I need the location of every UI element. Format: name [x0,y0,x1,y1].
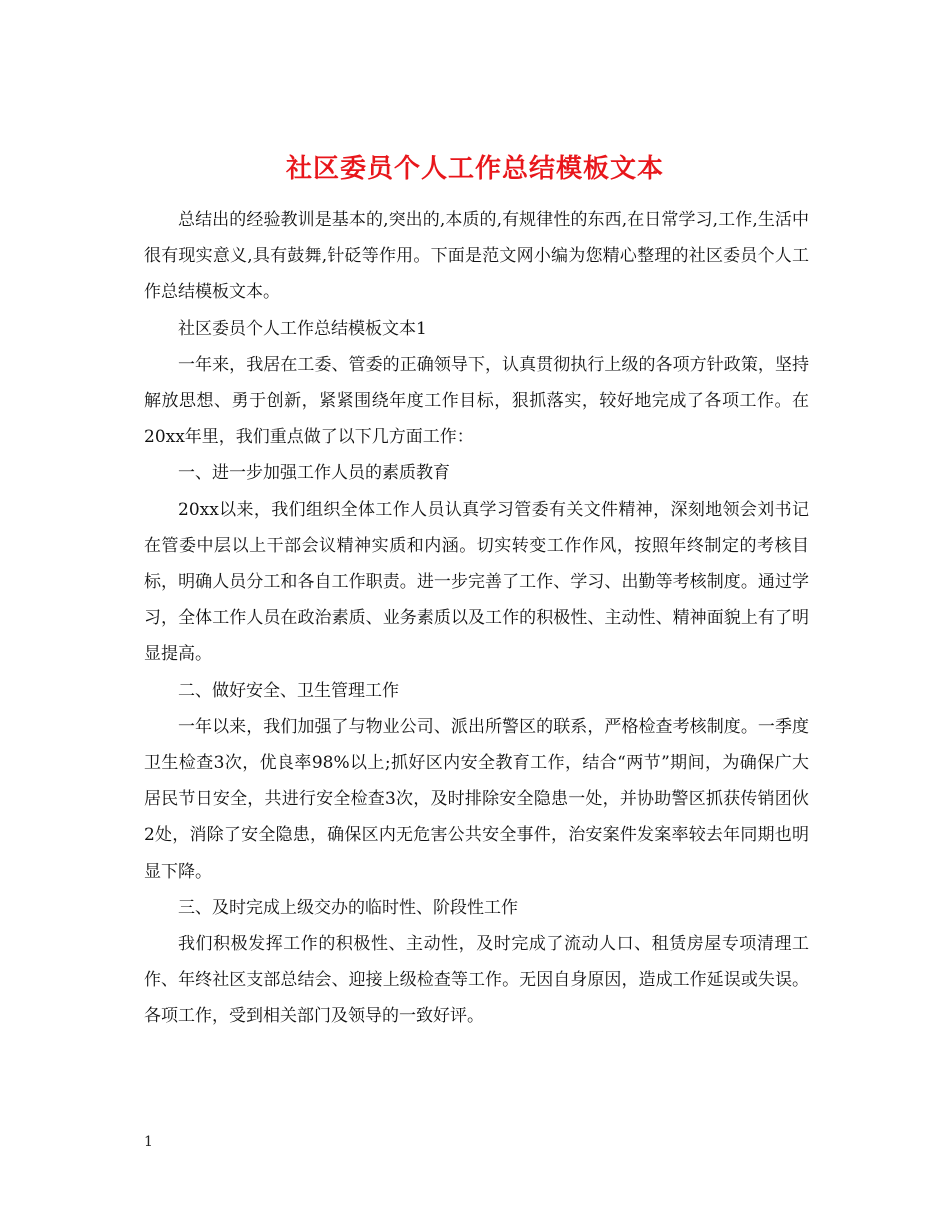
body-paragraph-1: 一年来，我居在工委、管委的正确领导下，认真贯彻执行上级的各项方针政策，坚持解放思想、勇于创新，紧紧围绕年度工作目标，狠抓落实，较好地完成了各项工作。在20xx年里，我们重点做了以下几方面工作： [144,354,809,448]
section-heading-1: 一、进一步加强工作人员的素质教育 [178,463,450,484]
document-body [144,202,809,1035]
section-heading-2: 二、做好安全、卫生管理工作 [178,680,399,701]
document-title: 社区委员个人工作总结模板文本 [285,154,664,185]
body-paragraph-2: 20xx以来，我们组织全体工作人员认真学习管委有关文件精神，深刻地领会刘书记在管委中层以上干部会议精神实质和内涵。切实转变工作作风，按照年终制定的考核目标，明确人员分工和各自工作职责。进一步完善了工作、学习、出勤等考核制度。通过学习，全体工作人员在政治素质、业务素质以及工作的积极性、主动性、精神面貌上有了明显提高。 [144,499,809,665]
page-number: 1 [144,1134,153,1150]
body-paragraph-3: 一年以来，我们加强了与物业公司、派出所警区的联系，严格检查考核制度。一季度卫生检查3次，优良率98%以上;抓好区内安全教育工作，结合“两节”期间，为确保广大居民节日安全，共进行安全检查3次，及时排除安全隐患一处，并协助警区抓获传销团伙2处，消除了安全隐患，确保区内无危害公共安全事件，治安案件发案率较去年同期也明显下降。 [144,716,809,882]
body-paragraph-4: 我们积极发挥工作的积极性、主动性，及时完成了流动人口、租赁房屋专项清理工作、年终社区支部总结会、迎接上级检查等工作。无因自身原因，造成工作延误或失误。各项工作，受到相关部门及领导的一致好评。 [144,934,809,1027]
section-subtitle: 社区委员个人工作总结模板文本1 [178,318,427,339]
intro-paragraph: 总结出的经验教训是基本的,突出的,本质的,有规律性的东西,在日常学习,工作,生活中很有现实意义,具有鼓舞,针砭等作用。下面是范文网小编为您精心整理的社区委员个人工作总结模板文本。 [144,210,809,303]
section-heading-3: 三、及时完成上级交办的临时性、阶段性工作 [178,897,518,918]
